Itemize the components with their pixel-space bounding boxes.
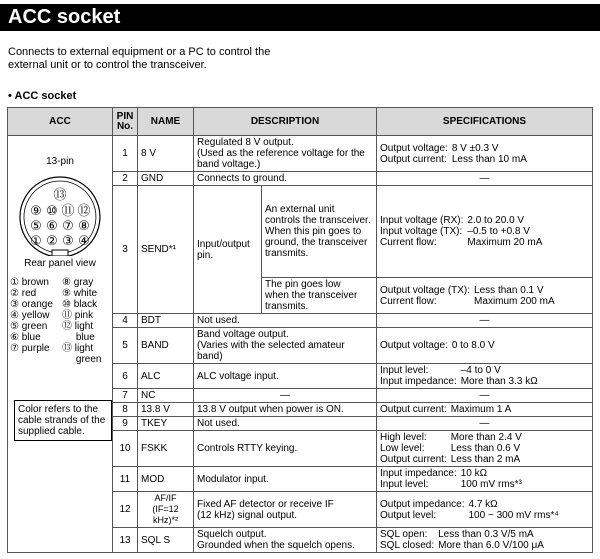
color-item: ⑪ pink xyxy=(62,310,94,321)
pin-12-glyph: ⑫ xyxy=(77,204,91,219)
spec-grid xyxy=(380,404,589,415)
spec-value: Less than 10 mA xyxy=(451,153,527,165)
color-item: ④ yellow xyxy=(10,310,50,321)
table-header-row xyxy=(8,108,593,136)
color-item: ② red xyxy=(10,288,37,299)
color-item: ⑫ light xyxy=(62,321,94,332)
pin-number: 8 xyxy=(113,403,138,417)
spec-label: High level: xyxy=(380,432,427,443)
spec-grid xyxy=(380,499,589,521)
spec-value: 10 kΩ xyxy=(460,468,488,479)
header-name: NAME xyxy=(138,108,194,136)
spec-label: Input impedance: xyxy=(380,376,457,387)
pin-number: 11 xyxy=(113,467,138,492)
pin-spec xyxy=(377,328,593,364)
pin-number: 2 xyxy=(113,172,138,186)
pin-count-label: 13-pin xyxy=(46,156,74,167)
pin-13-glyph: ⑬ xyxy=(53,188,67,203)
spec-value: 4.7 kΩ xyxy=(468,498,498,510)
acc-cell xyxy=(8,136,113,553)
intro-line: external unit or to control the transceiver. xyxy=(8,59,207,71)
spec-grid xyxy=(380,365,589,387)
header-acc: ACC xyxy=(8,108,113,136)
pin-name: SQL S xyxy=(138,528,194,553)
pin-description: Fixed AF detector or receive IF (12 kHz) signal output. xyxy=(194,492,377,528)
pin-1-glyph: ① xyxy=(30,234,42,249)
spec-label: SQL open: xyxy=(380,529,428,540)
spec-value: Maximum 200 mA xyxy=(474,295,555,307)
pin-description: Not used. xyxy=(194,314,377,328)
pin-name: NC xyxy=(138,389,194,403)
acc-pin-table xyxy=(7,107,593,553)
spec-label: Input level: xyxy=(380,365,429,376)
rear-panel-label: Rear panel view xyxy=(24,258,96,269)
pin-description: Not used. xyxy=(194,417,377,431)
spec-value: Less than 2 mA xyxy=(450,454,521,465)
color-item: ⑬ light xyxy=(62,343,94,354)
pin-number: 4 xyxy=(113,314,138,328)
pin-description: Modulator input. xyxy=(194,467,377,492)
spec-grid xyxy=(380,529,589,551)
pin-spec xyxy=(377,136,593,172)
pin-number: 13 xyxy=(113,528,138,553)
pin-7-glyph: ⑦ xyxy=(62,219,74,234)
spec-label: Current flow: xyxy=(380,295,437,307)
spec-label: Input level: xyxy=(380,479,429,490)
spec-label: Output voltage: xyxy=(380,142,448,154)
spec-label: Output current: xyxy=(380,153,447,165)
spec-label: Input voltage (TX): xyxy=(380,226,463,237)
pin-name: SEND*¹ xyxy=(138,186,194,314)
color-item: ⑥ blue xyxy=(10,332,41,343)
color-item: ⑧ gray xyxy=(62,277,94,288)
pin-4-glyph: ④ xyxy=(78,234,90,249)
pin-name: BDT xyxy=(138,314,194,328)
pin-spec: — xyxy=(377,417,593,431)
pin-5-glyph: ⑤ xyxy=(30,219,42,234)
color-item: ⑨ white xyxy=(62,288,98,299)
pin-name: 8 V xyxy=(138,136,194,172)
spec-grid xyxy=(380,143,589,165)
pin-number: 1 xyxy=(113,136,138,172)
pin-spec xyxy=(377,278,593,314)
wire-color-legend xyxy=(10,277,113,365)
table-row xyxy=(8,136,593,172)
color-item xyxy=(10,354,62,365)
intro-text xyxy=(8,46,338,72)
spec-label: Low level: xyxy=(380,443,425,454)
header-specifications: SPECIFICATIONS xyxy=(377,108,593,136)
pin-spec xyxy=(377,467,593,492)
spec-value: Less than 0.1 V xyxy=(474,284,544,296)
pin-spec: — xyxy=(377,314,593,328)
pin-description: 13.8 V output when power is ON. xyxy=(194,403,377,417)
spec-value: 100 ~ 300 mV rms*⁴ xyxy=(468,509,559,521)
pin-6-glyph: ⑥ xyxy=(46,219,58,234)
spec-value: Less than 0.6 V xyxy=(450,443,521,454)
spec-value: Maximum 1 A xyxy=(450,404,512,415)
pin-number: 6 xyxy=(113,364,138,389)
pin-description: ALC voltage input. xyxy=(194,364,377,389)
pin-description: Squelch output. Grounded when the squelch opens. xyxy=(194,528,377,553)
spec-grid xyxy=(380,340,589,351)
spec-grid xyxy=(380,468,589,490)
spec-value: More than 3.3 kΩ xyxy=(460,376,538,387)
pin-3-glyph: ③ xyxy=(62,234,74,249)
pin-spec xyxy=(377,492,593,528)
spec-label: Current flow: xyxy=(380,237,437,248)
pin-name: TKEY xyxy=(138,417,194,431)
spec-value: 2.0 to 20.0 V xyxy=(467,215,525,226)
spec-label: Output voltage: xyxy=(380,340,448,351)
pin-spec xyxy=(377,364,593,389)
pin-description: Band voltage output. (Varies with the selected amateur band) xyxy=(194,328,377,364)
spec-value: Maximum 20 mA xyxy=(467,237,543,248)
spec-label: Input voltage (RX): xyxy=(380,215,464,226)
pin-number: 5 xyxy=(113,328,138,364)
title-bar xyxy=(0,4,600,31)
spec-value: –0.5 to +0.8 V xyxy=(467,226,530,237)
spec-value: 100 mV rms*³ xyxy=(460,479,522,490)
header-description: DESCRIPTION xyxy=(194,108,377,136)
pin-description: Connects to ground. xyxy=(194,172,377,186)
pin-description: Input/output pin. xyxy=(194,186,262,314)
pin-number: 7 xyxy=(113,389,138,403)
spec-label: Output level: xyxy=(380,509,437,521)
pin-description-sub: The pin goes low when the transceiver transmits. xyxy=(262,278,377,314)
pin-10-glyph: ⑩ xyxy=(46,204,58,219)
spec-value: Less than 0.3 V/5 mA xyxy=(438,529,534,540)
color-item: blue xyxy=(62,332,95,343)
spec-value: –4 to 0 V xyxy=(460,365,501,376)
color-note: Color refers to the cable strands of the supplied cable. xyxy=(14,400,112,441)
spec-value: More than 2.4 V xyxy=(450,432,522,443)
color-item: ⑤ green xyxy=(10,321,48,332)
pin-11-glyph: ⑪ xyxy=(61,204,75,219)
pin-9-glyph: ⑨ xyxy=(30,204,42,219)
pin-description: Regulated 8 V output. (Used as the reference voltage for the band voltage.) xyxy=(194,136,377,172)
spec-value: 0 to 8.0 V xyxy=(451,340,495,351)
pin-spec: — xyxy=(377,172,593,186)
pin-8-glyph: ⑧ xyxy=(78,219,90,234)
pin-name: ALC xyxy=(138,364,194,389)
pin-number: 9 xyxy=(113,417,138,431)
spec-label: Output voltage (TX): xyxy=(380,284,471,296)
pin-spec xyxy=(377,403,593,417)
intro-line: Connects to external equipment or a PC to control the xyxy=(8,46,271,58)
spec-label: SQL closed: xyxy=(380,540,435,551)
color-item: ⑩ black xyxy=(62,299,98,310)
connector-diagram xyxy=(14,174,106,259)
color-item: ③ orange xyxy=(10,299,53,310)
spec-label: Input impedance: xyxy=(380,468,457,479)
pin-name: 13.8 V xyxy=(138,403,194,417)
spec-value: More than 6.0 V/100 μA xyxy=(438,540,544,551)
pin-spec xyxy=(377,186,593,278)
spec-label: Output current: xyxy=(380,404,447,415)
pin-name: GND xyxy=(138,172,194,186)
pin-number: 10 xyxy=(113,431,138,467)
page-title: ACC socket xyxy=(8,6,121,28)
color-item: ① brown xyxy=(10,277,49,288)
pin-description: Controls RTTY keying. xyxy=(194,431,377,467)
pin-spec: — xyxy=(377,389,593,403)
spec-grid xyxy=(380,285,589,307)
pin-name: BAND xyxy=(138,328,194,364)
pin-number: 12 xyxy=(113,492,138,528)
pin-name: MOD xyxy=(138,467,194,492)
color-item: ⑦ purple xyxy=(10,343,50,354)
spec-label: Output current: xyxy=(380,454,447,465)
spec-grid xyxy=(380,215,589,248)
pin-name: AF/IF (IF=12 kHz)*² xyxy=(138,492,194,528)
pin-spec xyxy=(377,528,593,553)
pin-2-glyph: ② xyxy=(46,234,58,249)
color-item: green xyxy=(62,354,102,365)
pin-number: 3 xyxy=(113,186,138,314)
pin-description: — xyxy=(194,389,377,403)
spec-label: Output impedance: xyxy=(380,498,465,510)
spec-value: 8 V ±0.3 V xyxy=(451,142,499,154)
pin-description-sub: An external unit controls the transceiver. When this pin goes to ground, the transceiver transmits. xyxy=(262,186,377,278)
section-heading: • ACC socket xyxy=(8,90,77,102)
pin-spec xyxy=(377,431,593,467)
pin-name: FSKK xyxy=(138,431,194,467)
spec-grid xyxy=(380,432,589,465)
header-pin: PIN No. xyxy=(113,108,138,136)
